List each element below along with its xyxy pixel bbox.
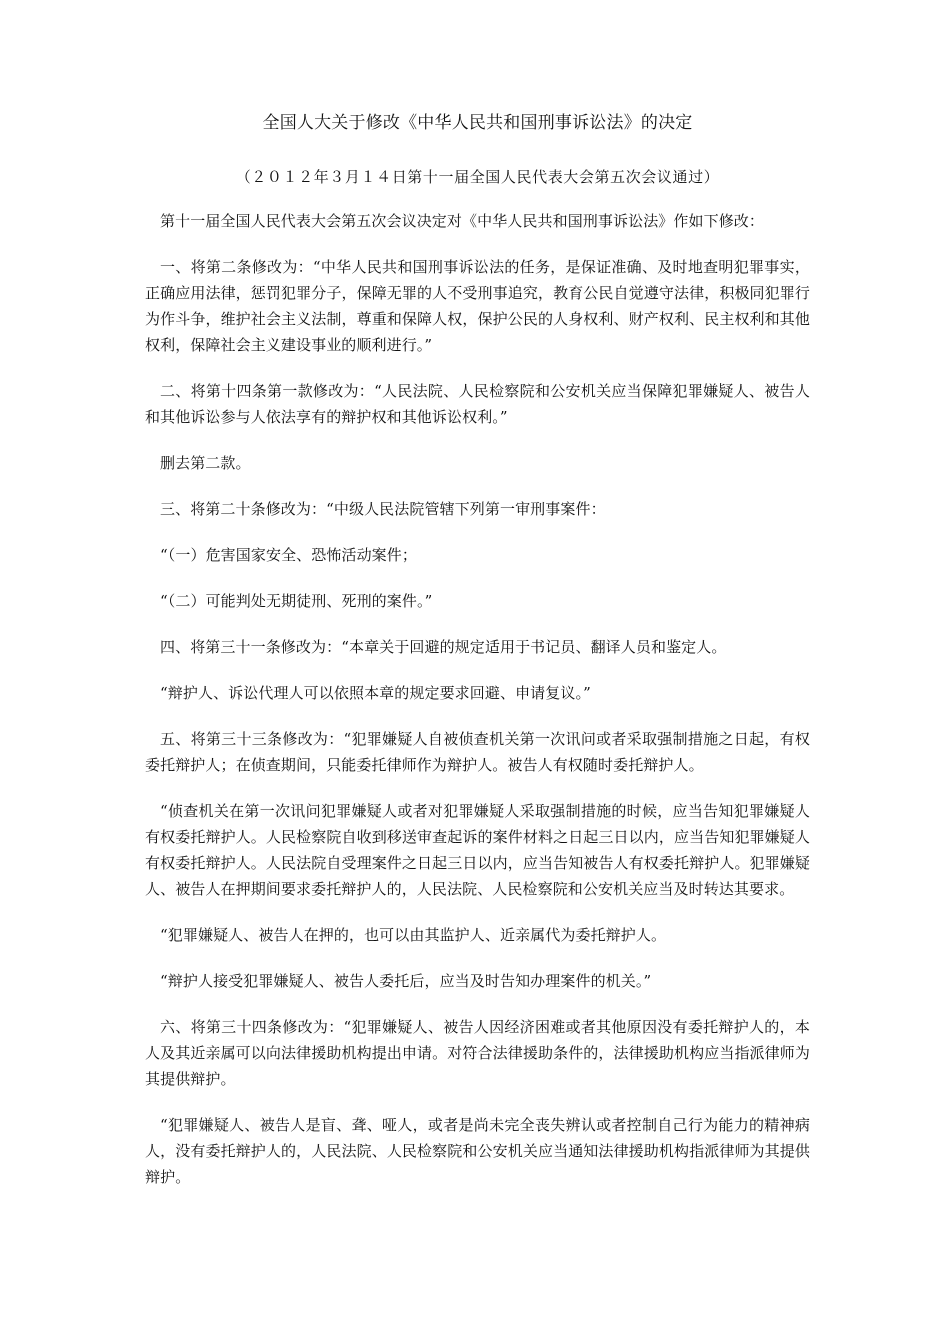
document-title: 全国人大关于修改《中华人民共和国刑事诉讼法》的决定 — [262, 113, 693, 133]
paragraph-article-5: 五、将第三十三条修改为：“犯罪嫌疑人自被侦查机关第一次讯问或者采取强制措施之日起，有权委托辩护人；在侦查期间，只能委托律师作为辩护人。被告人有权随时委托辩护人。 — [145, 730, 810, 774]
paragraph-article-3-item-2: “（二）可能判处无期徒刑、死刑的案件。” — [160, 592, 433, 610]
paragraph-article-2: 二、将第十四条第一款修改为：“人民法院、人民检察院和公安机关应当保障犯罪嫌疑人、被告人和其他诉讼参与人依法享有的辩护权和其他诉讼权利。” — [145, 382, 810, 426]
document-body — [145, 110, 810, 1210]
paragraph-article-5-cont-3: “辩护人接受犯罪嫌疑人、被告人委托后，应当及时告知办理案件的机关。” — [160, 972, 652, 990]
paragraph-article-4: 四、将第三十一条修改为：“本章关于回避的规定适用于书记员、翻译人员和鉴定人。 — [160, 638, 727, 656]
paragraph-article-1: 一、将第二条修改为：“中华人民共和国刑事诉讼法的任务，是保证准确、及时地查明犯罪事实，正确应用法律，惩罚犯罪分子，保障无罪的人不受刑事追究，教育公民自觉遵守法律，积极同犯罪行为作斗争，维护社会主义法制，尊重和保障人权，保护公民的人身权利、财产权利、民主权利和其他权利，保障社会主义建设事业的顺利进行。” — [145, 258, 810, 354]
paragraph-article-3-item-1: “（一）危害国家安全、恐怖活动案件； — [160, 546, 417, 564]
paragraph-article-5-cont-2: “犯罪嫌疑人、被告人在押的，也可以由其监护人、近亲属代为委托辩护人。 — [160, 926, 667, 944]
paragraph-article-3: 三、将第二十条修改为：“中级人民法院管辖下列第一审刑事案件： — [160, 500, 606, 518]
paragraph-delete-clause: 删去第二款。 — [160, 454, 251, 472]
document-subtitle: （２０１２年３月１４日第十一届全国人民代表大会第五次会议通过） — [235, 168, 720, 186]
paragraph-intro: 第十一届全国人民代表大会第五次会议决定对《中华人民共和国刑事诉讼法》作如下修改： — [160, 212, 765, 230]
paragraph-article-5-cont-1: “侦查机关在第一次讯问犯罪嫌疑人或者对犯罪嫌疑人采取强制措施的时候，应当告知犯罪嫌疑人有权委托辩护人。人民检察院自收到移送审查起诉的案件材料之日起三日以内，应当告知犯罪嫌疑人有权委托辩护人。人民法院自受理案件之日起三日以内，应当告知被告人有权委托辩护人。犯罪嫌疑人、被告人在押期间要求委托辩护人的，人民法院、人民检察院和公安机关应当及时转达其要求。 — [145, 802, 810, 898]
paragraph-article-6-cont: “犯罪嫌疑人、被告人是盲、聋、哑人，或者是尚未完全丧失辨认或者控制自己行为能力的精神病人，没有委托辩护人的，人民法院、人民检察院和公安机关应当通知法律援助机构指派律师为其提供辩护。 — [145, 1116, 810, 1186]
paragraph-article-4-cont: “辩护人、诉讼代理人可以依照本章的规定要求回避、申请复议。” — [160, 684, 591, 702]
paragraph-article-6: 六、将第三十四条修改为：“犯罪嫌疑人、被告人因经济困难或者其他原因没有委托辩护人的，本人及其近亲属可以向法律援助机构提出申请。对符合法律援助条件的，法律援助机构应当指派律师为其提供辩护。 — [145, 1018, 810, 1088]
